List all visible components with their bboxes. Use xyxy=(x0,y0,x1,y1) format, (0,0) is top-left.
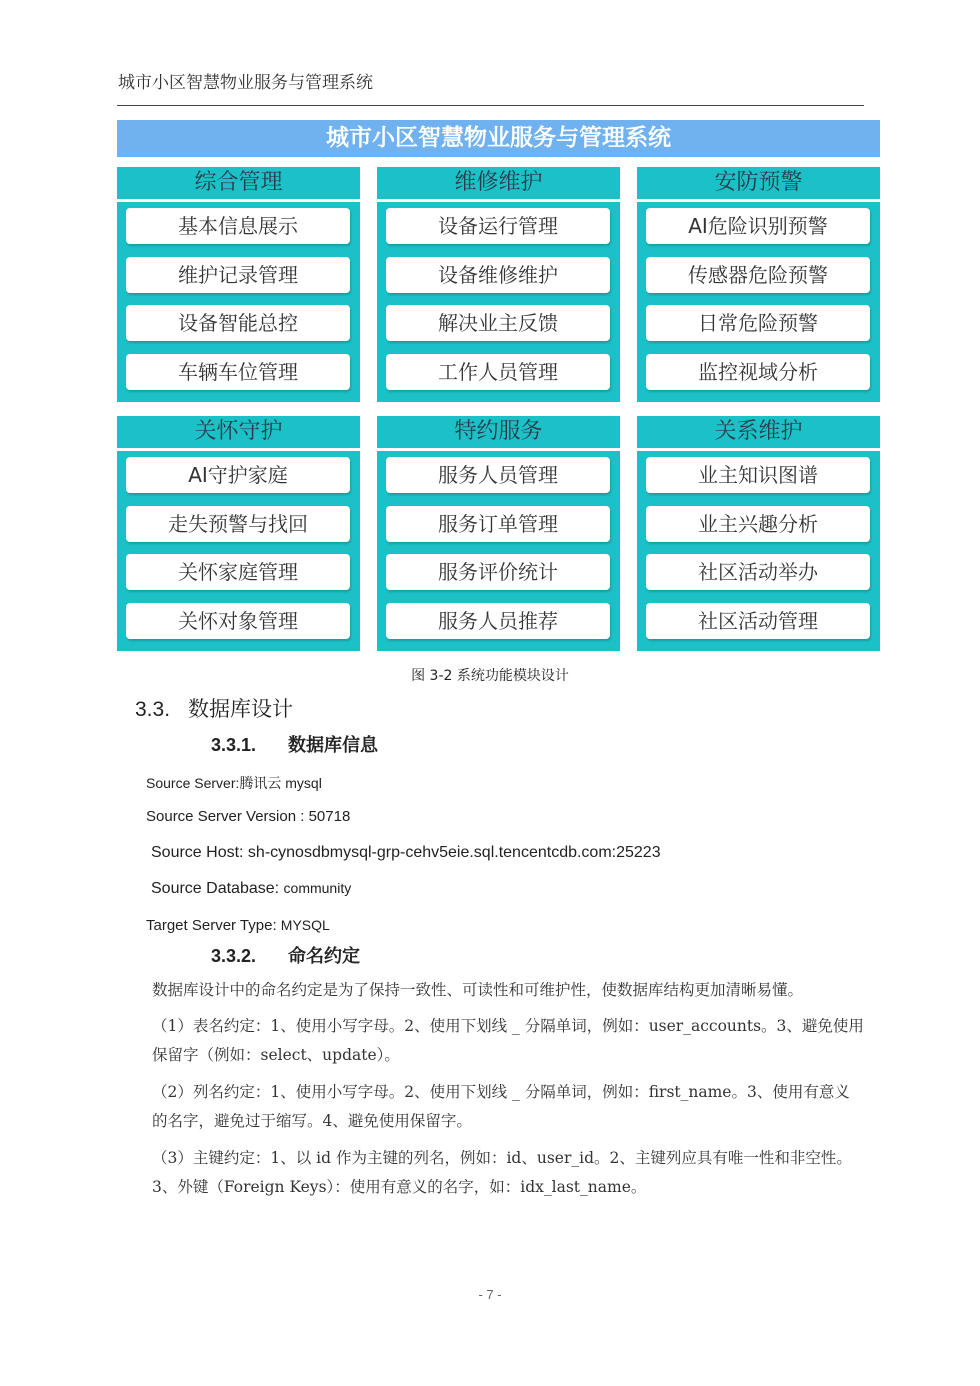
module-divider xyxy=(637,448,880,451)
source-host: Source Host: sh-cynosdbmysql-grp-cehv5eie.sql.tencentcdb.com:25223 xyxy=(151,844,661,861)
figure-caption: 图 3-2 系统功能模块设计 xyxy=(411,668,569,684)
function-module-diagram xyxy=(117,120,880,651)
module-item: 走失预警与找回 xyxy=(126,506,350,542)
module-special-services xyxy=(377,416,620,651)
section-title: 数据库设计 xyxy=(188,697,294,721)
module-item: 基本信息展示 xyxy=(126,208,350,244)
subsection-title: 数据库信息 xyxy=(288,735,379,756)
paragraph-column-naming xyxy=(118,1078,864,1136)
module-item: 设备维修维护 xyxy=(386,257,610,293)
subsection-heading-db-info xyxy=(211,731,378,757)
source-database xyxy=(151,880,351,898)
module-divider xyxy=(117,199,360,202)
paragraph-text: （2）列名约定：1、使用小写字母。2、使用下划线 _ 分隔单词，例如：first_name。3、使用有意义的名字，避免过于缩写。4、避免使用保留字。 xyxy=(152,1083,850,1130)
target-server-type xyxy=(146,917,330,934)
source-database-label: Source Database: xyxy=(151,880,284,897)
module-item: 服务人员管理 xyxy=(386,457,610,493)
module-security-alert xyxy=(637,167,880,402)
module-heading: 特约服务 xyxy=(454,419,543,444)
subsection-number: 3.3.1. xyxy=(211,735,257,755)
target-server-type-label: Target Server Type: xyxy=(146,917,281,934)
module-heading: 综合管理 xyxy=(194,170,283,195)
module-item: 关怀对象管理 xyxy=(126,603,350,639)
module-item: 服务订单管理 xyxy=(386,506,610,542)
section-number: 3.3. xyxy=(135,698,171,721)
module-item: 日常危险预警 xyxy=(646,305,870,341)
module-maintenance xyxy=(377,167,620,402)
source-server: Source Server:腾讯云 mysql xyxy=(146,775,322,791)
module-item: 传感器危险预警 xyxy=(646,257,870,293)
target-server-type-value: MYSQL xyxy=(280,917,330,933)
module-item: 设备智能总控 xyxy=(126,305,350,341)
module-relationship xyxy=(637,416,880,651)
module-item: 设备运行管理 xyxy=(386,208,610,244)
module-item: 维护记录管理 xyxy=(126,257,350,293)
module-item: 业主知识图谱 xyxy=(646,457,870,493)
module-care-guardian xyxy=(117,416,360,651)
module-item: AI守护家庭 xyxy=(126,457,350,493)
module-item: AI危险识别预警 xyxy=(646,208,870,244)
module-divider xyxy=(637,199,880,202)
module-item: 服务评价统计 xyxy=(386,554,610,590)
module-item: 关怀家庭管理 xyxy=(126,554,350,590)
module-heading: 关系维护 xyxy=(714,419,803,444)
section-heading xyxy=(135,693,293,723)
running-header: 城市小区智慧物业服务与管理系统 xyxy=(118,73,373,93)
paragraph-intro xyxy=(118,976,864,1005)
paragraph-text: 数据库设计中的命名约定是为了保持一致性、可读性和可维护性，使数据库结构更加清晰易懂。 xyxy=(152,981,804,999)
paragraph-table-naming xyxy=(118,1012,864,1070)
diagram-title: 城市小区智慧物业服务与管理系统 xyxy=(117,120,880,157)
module-item: 服务人员推荐 xyxy=(386,603,610,639)
module-item: 车辆车位管理 xyxy=(126,354,350,390)
module-item: 监控视域分析 xyxy=(646,354,870,390)
paragraph-primary-key xyxy=(118,1144,864,1202)
subsection-number: 3.3.2. xyxy=(211,946,257,966)
subsection-title: 命名约定 xyxy=(288,946,361,967)
module-heading: 安防预警 xyxy=(714,170,803,195)
page-number: - 7 - xyxy=(478,1287,502,1302)
module-divider xyxy=(117,448,360,451)
module-item: 社区活动管理 xyxy=(646,603,870,639)
module-heading: 维修维护 xyxy=(454,170,543,195)
module-item: 工作人员管理 xyxy=(386,354,610,390)
source-database-value: community xyxy=(283,880,352,896)
paragraph-text: （3）主键约定：1、以 id 作为主键的列名，例如：id、user_id。2、主键列应具有唯一性和非空性。3、外键（Foreign Keys）：使用有意义的名字，如：idx_last_name。 xyxy=(152,1149,852,1196)
module-comprehensive-management xyxy=(117,167,360,402)
header-rule xyxy=(117,105,864,106)
module-item: 社区活动举办 xyxy=(646,554,870,590)
source-server-version: Source Server Version : 50718 xyxy=(146,808,351,825)
module-divider xyxy=(377,448,620,451)
module-item: 业主兴趣分析 xyxy=(646,506,870,542)
paragraph-text: （1）表名约定：1、使用小写字母。2、使用下划线 _ 分隔单词，例如：user_accounts。3、避免使用保留字（例如：select、update）。 xyxy=(152,1017,864,1064)
module-divider xyxy=(377,199,620,202)
subsection-heading-naming xyxy=(211,942,360,968)
module-item: 解决业主反馈 xyxy=(386,305,610,341)
module-heading: 关怀守护 xyxy=(194,419,283,444)
